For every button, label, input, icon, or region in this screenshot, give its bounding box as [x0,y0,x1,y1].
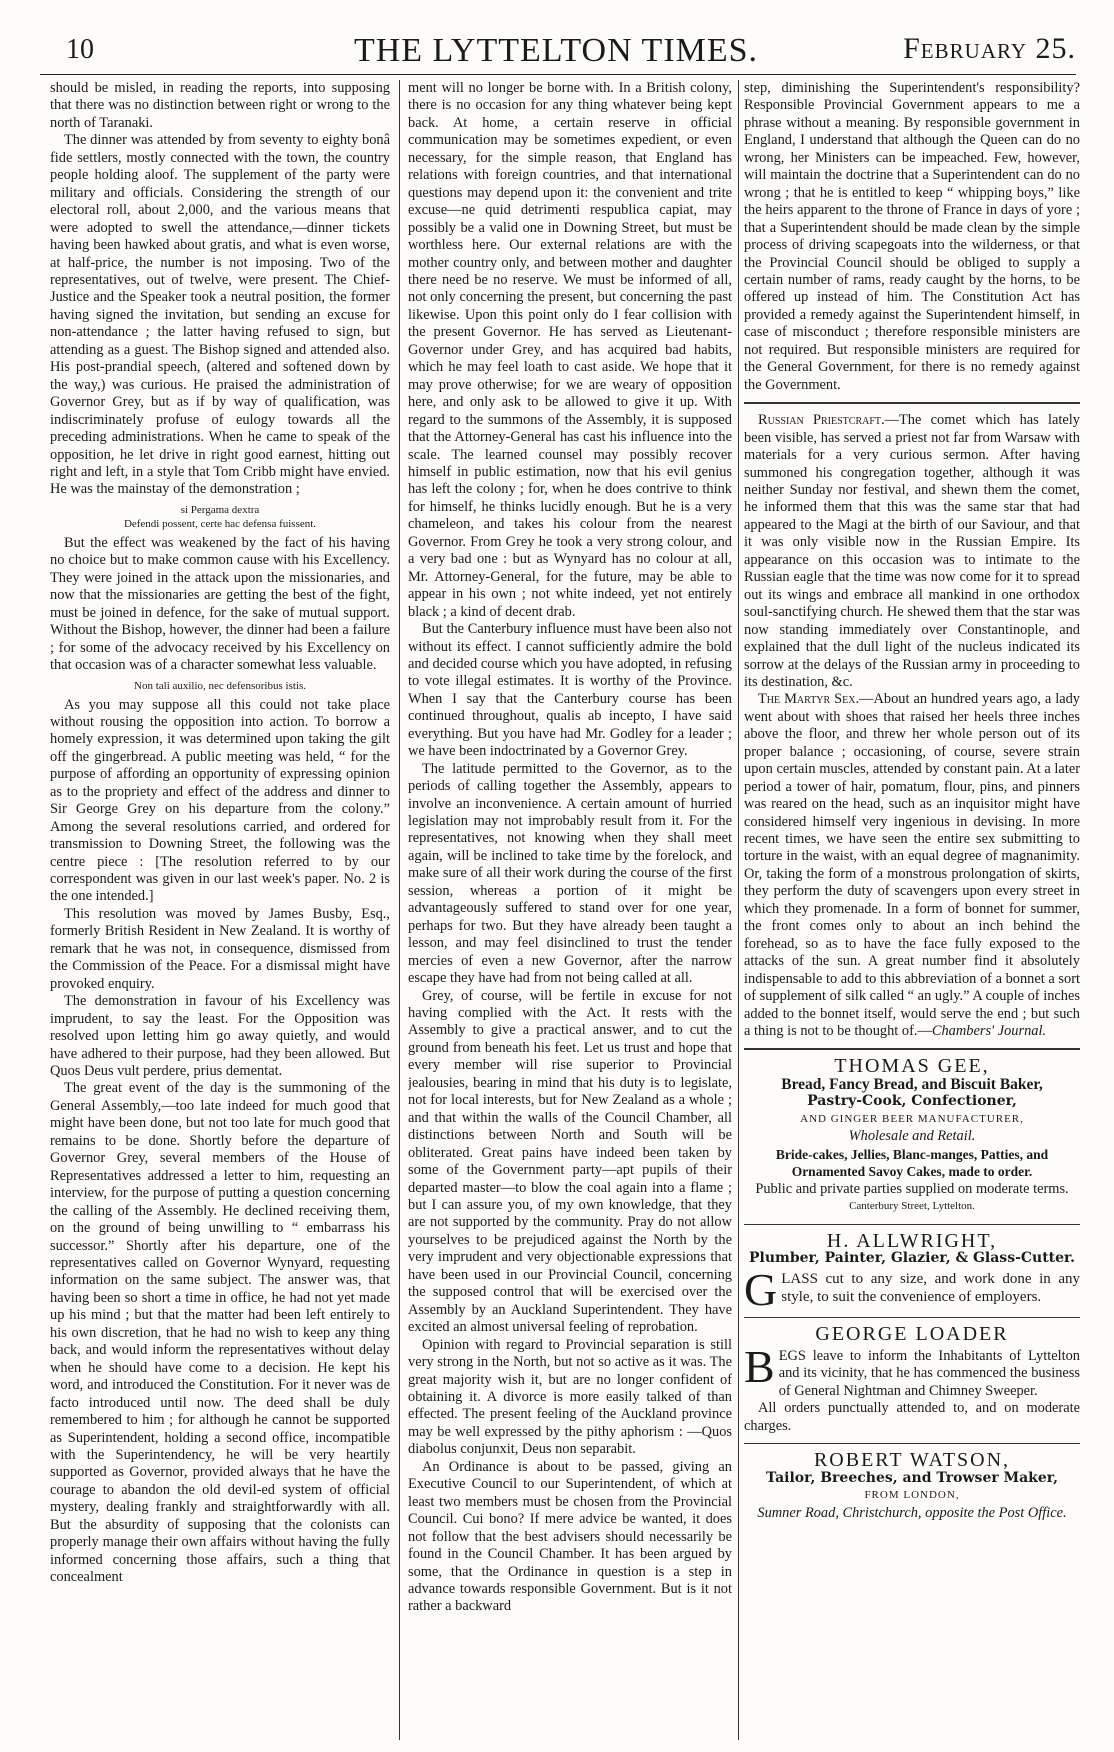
advert-line: Public and private parties supplied on moderate terms. [755,1180,1069,1197]
advert-rule [744,1224,1080,1225]
masthead [36,28,1076,72]
paragraph: But the Canterbury influence must have been also not without its effect. I cannot sufficiently admire the bold and decided course which you have adopted, in refusing to vote illegal estimates. It is worthy of the Province. When I say that the Canterbury course has been continued throughout, qualis ab incepto, I have said everything. But you have had Mr. Godley for a leader ; we have been indoctrinated by a Governor Grey. [408,621,732,760]
paragraph: Opinion with regard to Provincial separation is still very strong in the North, but not so active as it was. The great majority wish it, but are no longer confident of obtaining it. A divorce is more easily talked of than effected. The present feeling of the Auckland province may be well expressed by the pithy aphorism : —Quos diabolus conjunxit, Deus non separabit. [408,1336,732,1458]
advert-body: EGS leave to inform the Inhabitants of Lyttelton and its vicinity, that he has commenced the business of General Nightman and Chimney Sweeper. [778,1347,1080,1399]
column-divider-2 [738,80,739,1740]
advert-allwright [744,1229,1080,1316]
advert-line: Wholesale and Retail. [848,1128,976,1145]
advert-name: THOMAS GEE, [834,1055,990,1078]
news-item-russian [744,412,1080,691]
page-number: 10 [66,34,94,65]
advert-name: H. ALLWRIGHT, [826,1229,998,1252]
paragraph: The great event of the day is the summoning of the General Assembly,—too late indeed for much good that might have been done, but not too late for much good that remains to be done. Shortly before the departure of Governor Grey, several members of the House of Representatives addressed a letter to him, requesting an interview, for the purpose of putting a question concerning the calling of the Assembly. He declined receiving them, on the ground of being unwilling to “ embarrass his successor.” Shortly after his departure, one of the representatives called on Governor Wynyard, requesting information on the same subject. The answer was, that having been so short a time in office, he had not yet made up his mind ; but that the matter had been left entirely to his own discretion, that he had no wish to keep any thing back, and would inform the representatives without delay when he should have come to a decision. He kept his word, and introduced the Constitution. For it never was de facto introduced until now. The deed shall be duly remembered to him ; for although he cannot be supported as Superintendent, holding a second office, incompatible with the Superintendency, he will be very heartily supported as Governor, provided always that he have the courage to abandon the old devil-ed system of official mystery, dealing frankly and straightforwardly with all. But the absurdity of supposing that the colonists can properly manage their own affairs without having the fully informed concerning those affairs, such a thing that concealment [50,1080,390,1586]
column-2 [408,80,732,1740]
advert-line: Bride-cakes, Jellies, Blanc-manges, Patties, and Ornamented Savoy Cakes, made to order. [775,1146,1049,1180]
advert-line: AND GINGER BEER MANUFACTURER, [800,1112,1024,1125]
advert-rule [744,1443,1080,1444]
column-1 [50,80,390,1740]
advert-name: ROBERT WATSON, [813,1449,1011,1472]
newspaper-title: THE LYTTELTON TIMES. [353,32,759,69]
advert-line: Bread, Fancy Bread, and Biscuit Baker, [781,1075,1043,1093]
item-heading: Russian Priestcraft. [758,412,885,429]
latin-quote [50,503,390,531]
column-divider-1 [399,80,400,1740]
advert-robert-watson [744,1449,1080,1522]
issue-date: February 25. [903,32,1076,65]
paragraph: An Ordinance is about to be passed, giving an Executive Council to our Superintendent, of which at least two members must be chosen from the Provincial Council. Cui bono? If mere advice be wanted, it does not follow that the best advisers should necessarily be found in the Council Chamber. It has been argued by some, that the Ordinance in question is a step in advance towards responsible Government. But is it not rather a backward [408,1458,732,1615]
paragraph: ment will no longer be borne with. In a British colony, there is no occasion for any thing whatever being kept back. At home, a certain reserve in official communication may be sometimes expedient, or even necessary, for the simple reason, that England has relations with foreign countries, and that international questions may depend upon it: the convenient and trite excuse—ne quid detrimenti respublica capiat, may possibly be a valid one in Downing Street, but must be worthless here. Our external relations are with the mother country only, and between mother and daughter there need be no reserve. We must be informed of all, not only concerning the present, but concerning the past likewise. Upon this point only do I fear collision with the present Governor. He has served as Lieutenant-Governor under Grey, and has acquired bad habits, which he may feel loath to cast aside. We hope that it may prove otherwise; for we are weary of opposition here, and only ask to be allowed to give it up. With regard to the summons of the Assembly, it is supposed that the Attorney-General has cast his influence into the scale. The learned counsel may possibly recover himself in public estimation, now that his evil genius has left the colony ; for, when he does contrive to think for himself, he thinks lucidly enough. But he is a very chameleon, and takes his colour from the nearest Governor. From Grey he took a very strong colour, and a very bad one : but as Wynyard has no colour at all, Mr. Attorney-General, for the future, may be able to appear in his own ; not white indeed, yet not entirely black ; a kind of decent drab. [408,80,732,620]
paragraph: As you may suppose all this could not take place without rousing the opposition into action. To borrow a homely expression, it was determined upon taking the gilt off the gingerbread. A public meeting was held, “ for the purpose of affording an opportunity of expressing opinion as to the propriety and effect of the address and dinner to Sir George Grey on his departure from the colony.” Among the several resolutions carried, and ordered for transmission to Downing Street, the following was the centre piece : [The resolution referred to by our correspondent was given in our last week's paper. No. 2 is the one intended.] [50,696,390,905]
item-body: —About an hundred years ago, a lady went about with shoes that raised her heels three inches above the floor, and threw her whole person out of its proper balance ; occasioning, of course, severe strain upon certain muscles, attended by constant pain. At a later period a tower of hair, pomatum, flour, pins, and pinners was reared on the head, such as an inquisitor might have considered himself very ingenious in devising. In more recent times, we have seen the entire sex submitting to torture in the waist, with an equal degree of magnanimity. Or, taking the form of a monstrous prolongation of skirts, they perform the duty of scavengers upon every street in which they promenade. In a form of bonnet for summer, the front comes only to about an inch behind the forehead, so as to have the face fully exposed to the attacks of the sun. A great number find it absolutely indispensable to add to this abbreviation of a bonnet a sort of supplement of silk called “ an ugly.” A couple of inches added to the bonnet itself, would serve the end ; but such a thing is not to be thought of.— [744,691,1080,1040]
advert-name: GEORGE LOADER [815,1323,1009,1346]
paragraph: But the effect was weakened by the fact of his having no choice but to make common cause with his Excellency. They were joined in the attack upon the missionaries, and now that the missionaries are getting the best of the fight, must be joined in defence, for the sake of mutual support. Without the Bishop, however, the dinner had been a failure ; for some of the advocacy received by his Excellency on that occasion was of a character somewhat less valuable. [50,534,390,674]
latin-quote: Non tali auxilio, nec defensoribus istis. [134,679,306,692]
advert-body: LASS cut to any size, and work done in any style, to suit the convenience of employers. [781,1271,1080,1305]
advert-line: Pastry-Cook, Confectioner, [807,1093,1017,1110]
advert-address: Canterbury Street, Lyttelton. [849,1200,975,1213]
quote-line: Defendi possent, certe hac defensa fuissent. [123,517,317,530]
paragraph: Grey, of course, will be fertile in excuse for not having complied with the Act. It rests with the Assembly to give a practical answer, and to cut the ground from beneath his feet. Let us trust and hope that every member will rise superior to Provincial jealousies, bearing in mind that his duty is to legislate, not for local interests, but for New Zealand as a whole ; and that within the walls of the Council Chamber, all distinctions between North and South will be obliterated. Great pains have indeed been taken by some of the Government party—apt pupils of their departed master—to blow the coal again into a flame ; but I can assure you, of my own knowledge, that they are not supported by the community. Pray do not allow yourselves to be prejudiced against the North by the very imprudent and very objectionable expressions that have been used in our Provincial Council, concerning the supposed control that will be exercised over the Assembly by an Auckland Superintendent. They have excited an almost universal feeling of reprobation. [408,987,732,1336]
advert-text [744,1264,1080,1316]
advert-text [744,1340,1080,1400]
item-body: —The comet which has lately been visible, has served a priest not far from Warsaw with materials for a very curious sermon. After having summoned his congregation together, although it was neither Sunday nor festival, and shewn them the comet, he informed them that this was the same star that had appeared to the Magi at the birth of our Saviour, and that it was only visible now in the Russian Empire. Its appearance on this occasion was to intimate to the Russian eagle that the time was now come for it to spread out its wings and embrace all mankind in one orthodox soul-sanctifying church. He shewed them that the star was now standing immediately over Constantinople, and explained that the dull light of the nucleus indicated its sorrow at the delays of the Russian army in proceeding to its destination, &c. [744,412,1080,690]
advert-body: All orders punctually attended to, and on moderate charges. [744,1400,1080,1434]
paragraph: should be misled, in reading the reports, into supposing that there was no distinction between right or wrong to the north of Taranaki. [50,80,390,131]
advert-address: Sumner Road, Christchurch, opposite the Post Office. [757,1504,1067,1521]
advert-trade: Tailor, Breeches, and Trowser Maker, [765,1469,1059,1486]
drop-cap: G [744,1264,778,1316]
advert-line: FROM LONDON, [864,1489,960,1502]
paragraph: The latitude permitted to the Governor, as to the periods of calling together the Assembly, appears to involve an inconvenience. A certain amount of hurried legislation may not improbably result from it. For the representatives, not knowing when they shall meet again, will be inclined to take time by the forelock, and make sure of all their work during the course of the first session, whereas a portion of it might be advantageously suffered to stand over for one year, perhaps for two. But they have already been taught a lesson, and may feel disinclined to trust the tender mercies of even a new Governor, after the narrow escape they have had from not being called at all. [408,760,732,987]
paragraph: The dinner was attended by from seventy to eighty bonâ fide settlers, mostly connected with the town, the country people holding aloof. The supplement of the party were military and officials. Considering the strength of our electoral roll, about 2,000, and the various means that were adopted to swell the attendance,—dinner tickets having been hawked about gratis, and what is even worse, at half-price, the number is not imposing. Two of the representatives, out of twelve, were present. The Chief-Justice and the Speaker took a neutral position, the former having signed the invitation, but sending an excuse for non-attendance ; the latter having refused to sign, but attending as a guest. The Bishop signed and attended also. His post-prandial speech, (altered and softened down by the way,) was curious. He praised the administration of Governor Grey, but as if by way of qualification, was indiscriminately profuse of eulogy towards all the preceding administrations. When he came to speak of the opposition, he let drive in right good earnest, hitting out right and left, in a style that Tom Cribb might have envied. He was the mainstay of the demonstration ; [50,132,390,498]
advert-trade: Plumber, Painter, Glazier, & Glass-Cutter. [748,1250,1076,1266]
header-rule [40,74,1076,75]
quote-line: si Pergama dextra [180,503,260,516]
drop-cap: B [744,1340,775,1392]
advert-rule [744,1317,1080,1318]
news-item-martyr [744,691,1080,1040]
item-source: Chambers' Journal. [931,1023,1047,1040]
column-3 [744,80,1080,1740]
section-rule [744,402,1080,404]
advert-thomas-gee [744,1055,1080,1215]
section-rule [744,1048,1080,1050]
paragraph: This resolution was moved by James Busby, Esq., formerly British Resident in New Zealand. It is worthy of remark that he was not, in consequence, dismissed from the Commission of the Peace. For a dismissal might have provoked enquiry. [50,905,390,992]
advert-george-loader [744,1323,1080,1435]
paragraph: step, diminishing the Superintendent's responsibility? Responsible Provincial Government appears to me a phrase without a meaning. By responsible government in England, I understand that although the Queen can do no wrong, her Ministers can be impeached. Few, however, will maintain the doctrine that a Superintendent can do no wrong ; that he is entitled to keep “ whipping boys,” like the heirs apparent to the throne of France in days of yore ; that a Superintendent should be made clean by the simple process of driving scapegoats into the wilderness, or that the Provincial Council should be obliged to supply a certain number of rams, ready caught by the horns, to be offered up instead of him. The Constitution Act has provided a remedy against the Superintendent himself, in case of misconduct ; therefore responsible ministers are not required. But responsible ministers are required for the General Government, for there is no remedy against the Government. [744,80,1080,393]
paragraph: The demonstration in favour of his Excellency was imprudent, to say the least. For the Opposition was resolved upon letting him go away quietly, and would have adhered to their purpose, had they been allowed. But Quos Deus vult perdere, prius dementat. [50,993,390,1080]
item-heading: The Martyr Sex. [758,691,860,708]
